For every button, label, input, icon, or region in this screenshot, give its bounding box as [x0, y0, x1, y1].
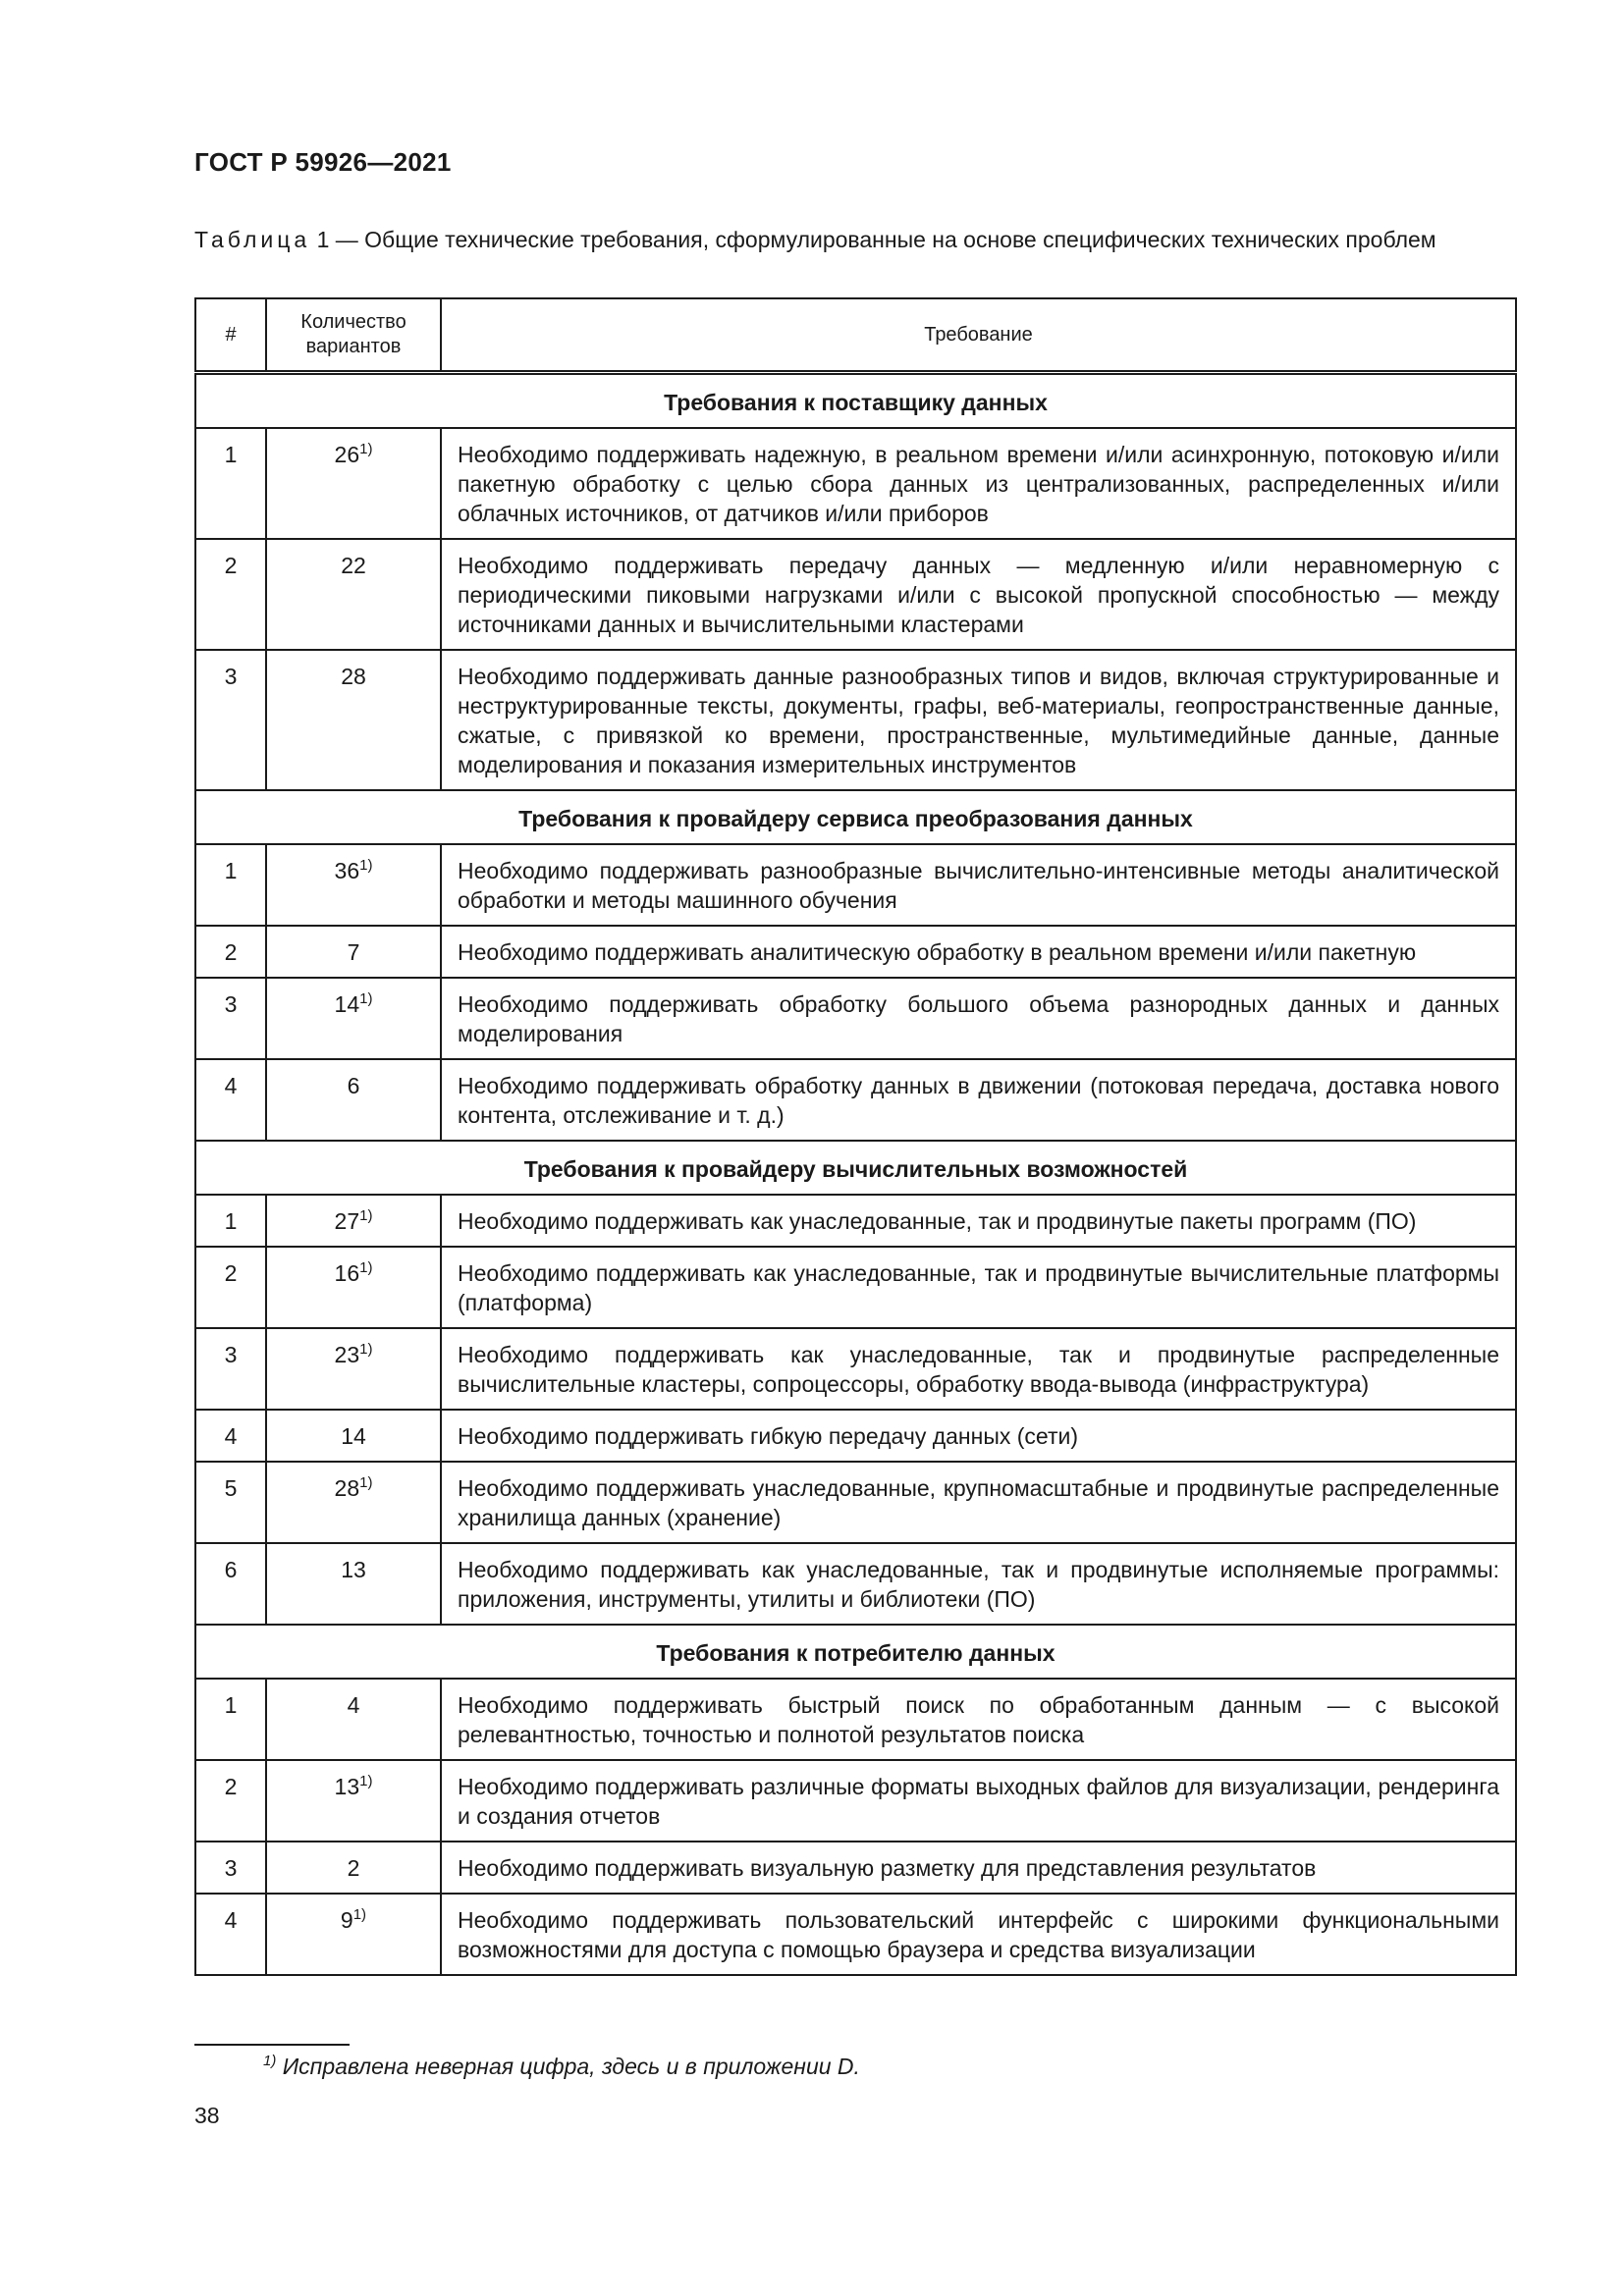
requirement-text: Необходимо поддерживать пользовательский интерфейс с широкими функциональными возможностями для доступа с помощью браузера и средства визуализации: [441, 1894, 1516, 1975]
table-row: [195, 428, 1516, 539]
table-row: [195, 1842, 1516, 1894]
variant-count-cell: [266, 539, 441, 650]
table-row: [195, 1410, 1516, 1462]
variant-count: 36: [334, 858, 360, 883]
table-row: [195, 650, 1516, 790]
table-row: [195, 1679, 1516, 1760]
row-number: 5: [195, 1462, 266, 1543]
requirement-text: Необходимо поддерживать как унаследованные, так и продвинутые исполняемые программы: приложения, инструменты, утилиты и библиотеки (ПО): [441, 1543, 1516, 1625]
footnote-text: Исправлена неверная цифра, здесь и в приложении D.: [282, 2054, 860, 2079]
variant-count-cell: [266, 1760, 441, 1842]
requirement-text: Необходимо поддерживать как унаследованные, так и продвинутые вычислительные платформы (платформа): [441, 1247, 1516, 1328]
variant-count: 14: [334, 991, 360, 1017]
correction-mark: 1): [359, 441, 373, 457]
row-number: 3: [195, 978, 266, 1059]
variant-count-cell: [266, 1679, 441, 1760]
variant-count-cell: [266, 1543, 441, 1625]
requirement-text: Необходимо поддерживать разнообразные вычислительно-интенсивные методы аналитической обработки и методы машинного обучения: [441, 844, 1516, 926]
page-number: 38: [194, 2103, 220, 2128]
table-row: [195, 1894, 1516, 1975]
footnote: [263, 2054, 860, 2080]
table-row: [195, 1059, 1516, 1141]
footnote-divider: [194, 2044, 350, 2046]
variant-count-cell: [266, 1842, 441, 1894]
correction-mark: 1): [359, 1773, 373, 1789]
correction-mark: 1): [359, 1207, 373, 1224]
variant-count-cell: [266, 1410, 441, 1462]
table-caption-text: 1 — Общие технические требования, сформулированные на основе специфических технических проблем: [316, 227, 1436, 252]
variant-count-cell: [266, 1247, 441, 1328]
table-row: [195, 1247, 1516, 1328]
variant-count: 13: [341, 1557, 366, 1582]
row-number: 4: [195, 1410, 266, 1462]
requirement-text: Необходимо поддерживать гибкую передачу данных (сети): [441, 1410, 1516, 1462]
correction-mark: 1): [359, 1474, 373, 1491]
footnote-mark: 1): [263, 2053, 277, 2069]
row-number: 1: [195, 1679, 266, 1760]
document-header: ГОСТ Р 59926—2021: [194, 147, 452, 177]
variant-count: 2: [347, 1855, 360, 1881]
variant-count: 4: [347, 1692, 360, 1718]
row-number: 2: [195, 539, 266, 650]
requirement-text: Необходимо поддерживать аналитическую обработку в реальном времени и/или пакетную: [441, 926, 1516, 978]
requirements-table: [194, 297, 1517, 1976]
variant-count: 16: [334, 1260, 360, 1286]
section-title: Требования к поставщику данных: [195, 373, 1516, 429]
variant-count-cell: [266, 1462, 441, 1543]
requirement-text: Необходимо поддерживать как унаследованные, так и продвинутые распределенные вычислительные кластеры, сопроцессоры, обработку ввода-вывода (инфраструктура): [441, 1328, 1516, 1410]
variant-count: 26: [334, 442, 360, 467]
row-number: 3: [195, 650, 266, 790]
requirement-text: Необходимо поддерживать визуальную разметку для представления результатов: [441, 1842, 1516, 1894]
variant-count: 28: [341, 664, 366, 689]
table-header-row: [195, 298, 1516, 373]
variant-count: 13: [334, 1774, 360, 1799]
requirement-text: Необходимо поддерживать унаследованные, крупномасштабные и продвинутые распределенные хранилища данных (хранение): [441, 1462, 1516, 1543]
variant-count-cell: [266, 926, 441, 978]
requirement-text: Необходимо поддерживать быстрый поиск по обработанным данным — с высокой релевантностью, точностью и полнотой результатов поиска: [441, 1679, 1516, 1760]
requirement-text: Необходимо поддерживать различные форматы выходных файлов для визуализации, рендеринга и создания отчетов: [441, 1760, 1516, 1842]
row-number: 1: [195, 844, 266, 926]
variant-count: 14: [341, 1423, 366, 1449]
requirement-text: Необходимо поддерживать обработку данных в движении (потоковая передача, доставка нового контента, отслеживание и т. д.): [441, 1059, 1516, 1141]
table-row: [195, 1760, 1516, 1842]
row-number: 6: [195, 1543, 266, 1625]
variant-count: 9: [340, 1907, 353, 1933]
correction-mark: 1): [359, 990, 373, 1007]
correction-mark: 1): [359, 1259, 373, 1276]
requirement-text: Необходимо поддерживать передачу данных — медленную и/или неравномерную с периодическими пиковыми нагрузками и/или с высокой пропускной способностью — между источниками данных и вычислительными кластерами: [441, 539, 1516, 650]
correction-mark: 1): [359, 857, 373, 874]
correction-mark: 1): [359, 1341, 373, 1358]
section-title: Требования к провайдеру вычислительных возможностей: [195, 1141, 1516, 1195]
row-number: 4: [195, 1059, 266, 1141]
variant-count: 28: [334, 1475, 360, 1501]
variant-count-cell: [266, 1195, 441, 1247]
table-row: [195, 1543, 1516, 1625]
table-row: [195, 1328, 1516, 1410]
column-header-requirement: Требование: [441, 298, 1516, 373]
table-row: [195, 926, 1516, 978]
variant-count: 22: [341, 553, 366, 578]
table-caption: [194, 224, 1515, 255]
requirement-text: Необходимо поддерживать как унаследованные, так и продвинутые пакеты программ (ПО): [441, 1195, 1516, 1247]
section-row: [195, 1625, 1516, 1679]
correction-mark: 1): [352, 1906, 367, 1923]
variant-count-cell: [266, 650, 441, 790]
row-number: 3: [195, 1328, 266, 1410]
table-row: [195, 844, 1516, 926]
variant-count-cell: [266, 844, 441, 926]
variant-count: 23: [334, 1342, 360, 1367]
variant-count: 7: [347, 939, 360, 965]
variant-count-cell: [266, 1894, 441, 1975]
column-header-count: Количество вариантов: [266, 298, 441, 373]
table-row: [195, 978, 1516, 1059]
variant-count-cell: [266, 978, 441, 1059]
row-number: 2: [195, 926, 266, 978]
variant-count: 27: [334, 1208, 360, 1234]
row-number: 1: [195, 428, 266, 539]
row-number: 1: [195, 1195, 266, 1247]
requirement-text: Необходимо поддерживать данные разнообразных типов и видов, включая структурированные и неструктурированные тексты, документы, графы, веб-материалы, геопространственные данные, сжатые, с привязкой ко времени, пространственные, мультимедийные данные, данные моделирования и показания измерительных инструментов: [441, 650, 1516, 790]
table-body: [195, 373, 1516, 1976]
variant-count: 6: [347, 1073, 360, 1098]
section-row: [195, 790, 1516, 844]
column-header-number: #: [195, 298, 266, 373]
row-number: 4: [195, 1894, 266, 1975]
table-caption-label: Таблица: [194, 227, 311, 252]
requirement-text: Необходимо поддерживать надежную, в реальном времени и/или асинхронную, потоковую и/или пакетную обработку с целью сбора данных из централизованных, распределенных и/или облачных источников, от датчиков и/или приборов: [441, 428, 1516, 539]
section-title: Требования к провайдеру сервиса преобразования данных: [195, 790, 1516, 844]
row-number: 2: [195, 1247, 266, 1328]
table-row: [195, 539, 1516, 650]
table-row: [195, 1195, 1516, 1247]
table-row: [195, 1462, 1516, 1543]
section-row: [195, 373, 1516, 429]
row-number: 2: [195, 1760, 266, 1842]
section-title: Требования к потребителю данных: [195, 1625, 1516, 1679]
section-row: [195, 1141, 1516, 1195]
row-number: 3: [195, 1842, 266, 1894]
variant-count-cell: [266, 428, 441, 539]
requirement-text: Необходимо поддерживать обработку большого объема разнородных данных и данных моделирования: [441, 978, 1516, 1059]
variant-count-cell: [266, 1328, 441, 1410]
variant-count-cell: [266, 1059, 441, 1141]
